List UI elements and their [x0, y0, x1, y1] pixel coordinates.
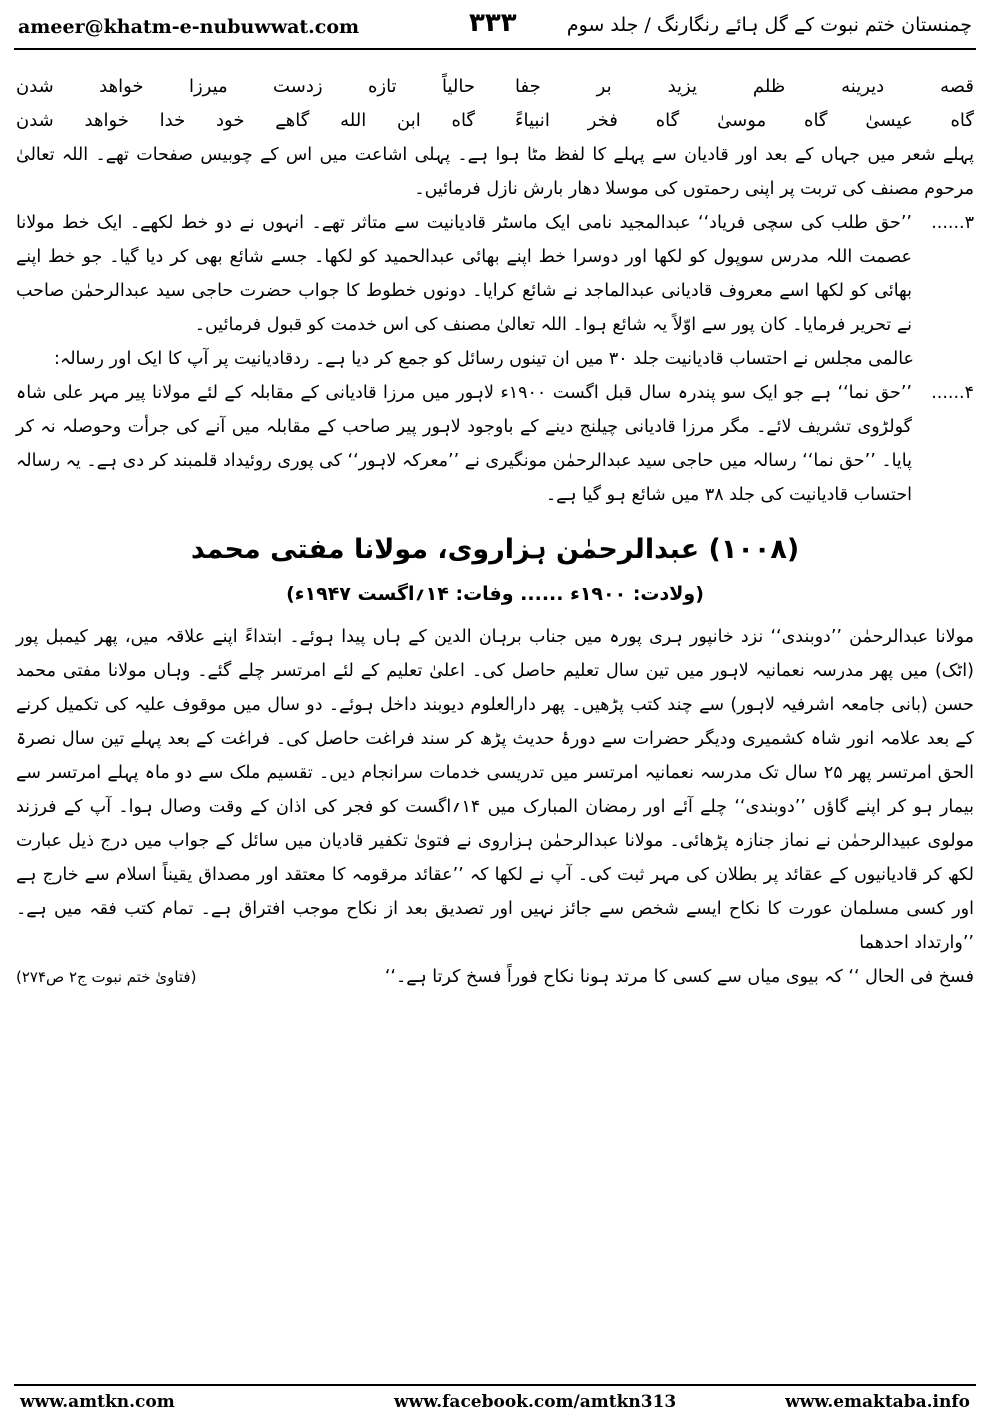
- item-3: [16, 206, 974, 342]
- poem-line-2-left: گاه ابن الله گاهے خود خدا خواهد شدن: [16, 110, 475, 131]
- paragraph-poem-note: پہلے شعر میں جہاں کے بعد اور قادیان سے پہلے کا لفظ مٹا ہوا ہے۔ پہلی اشاعت میں اس کے چوبیس صفحات تھے۔ اللہ تعالیٰ مرحوم مصنف کی تربت پر اپنی رحمتوں کی موسلا دھار بارش نازل فرمائیں۔: [16, 145, 974, 199]
- closing-quote: فسخ فی الحال ‘‘ کہ بیوی میاں سے کسی کا مرتد ہونا نکاح فوراً فسخ کرتا ہے۔‘‘: [384, 967, 974, 987]
- item-3-number: ۳......: [931, 213, 974, 233]
- book-title: چمنستان ختم نبوت کے گل ہائے رنگارنگ / جلد سوم: [566, 14, 972, 36]
- item-4-number: ۴......: [931, 383, 974, 403]
- biography-paragraph: مولانا عبدالرحمٰن ’’دوبندی‘‘ نزد خانپور ہری پورہ میں جناب برہان الدین کے ہاں پیدا ہوئے۔ ابتداءً اپنے علاقہ میں، پھر کیمبل پور (اٹک) میں پھر مدرسہ نعمانیہ لاہور میں تین سال تعلیم حاصل کی۔ اعلیٰ تعلیم کے لئے امرتسر چلے گئے۔ وہاں مولانا مفتی محمد حسن (بانی جامعہ اشرفیہ لاہور) سے چند کتب پڑھیں۔ پھر دارالعلوم دیوبند داخل ہوئے۔ دو سال میں موقوف علیہ کی تکمیل کرنے کے بعد علامہ انور شاہ کشمیری ودیگر حضرات سے دورۂ حدیث پڑھ کر سند فراغت حاصل کی۔ فراغت کے بعد پہلے تین سال نصرۃ الحق امرتسر پھر ۲۵ سال تک مدرسہ نعمانیہ امرتسر میں تدریسی خدمات سرانجام دیں۔ تقسیم ملک سے دو ماہ پہلے امرتسر سے بیمار ہو کر اپنے گاؤں ’’دوبندی‘‘ چلے آئے اور رمضان المبارک میں ۱۴؍اگست کو فجر کی اذان کے وقت وصال ہوا۔ آپ کے فرزند مولوی عبیدالرحمٰن نے نماز جنازہ پڑھائی۔ مولانا عبدالرحمٰن ہزاروی نے فتویٰ تکفیر قادیان میں سائل کے جواب میں درج ذیل عبارت لکھ کر قادیانیوں کے عقائد پر بطلان کی مہر ثبت کی۔ آپ نے لکھا کہ ’’عقائد مرقومہ کا معتقد اور مصداق یقیناً اسلام سے خارج ہے اور کسی مسلمان عورت کا نکاح ایسے شخص سے جائز نہیں اور تصدیق بعد از نکاح موجب افتراق ہے۔ تمام کتب فقہ میں ہے۔ ’’وارتداد احدھما: [16, 627, 974, 953]
- persian-poem: [16, 70, 974, 138]
- poem-line-1-left: حالیاً تازه زدست میرزا خواهد شدن: [16, 76, 475, 97]
- item-3-text: ’’حق طلب کی سچی فریاد‘‘ عبدالمجید نامی ایک ماسٹر قادیانیت سے متاثر تھے۔ انہوں نے دو خط لکھے۔ ایک خط مولانا عصمت اللہ مدرس سوپول کو لکھا اور دوسرا خط اپنے بھائی عبدالحمید کو لکھا۔ جسے شائع بھی کر دیا گیا۔ جو خط اپنے بھائی کو لکھا اسے معروف قادیانی عبدالماجد نے شائع کرایا۔ دونوں خطوط کا جواب حضرت حاجی سید عبدالرحمٰن صاحب نے تحریر فرمایا۔ کان پور سے اوّلاً یہ شائع ہوا۔ اللہ تعالیٰ مصنف کی اس خدمت کو قبول فرمائیں۔: [16, 213, 912, 335]
- reference-citation: (فتاویٰ ختم نبوت ج۲ ص۲۷۴): [16, 968, 197, 986]
- closing-line: [16, 960, 974, 994]
- section-heading: (۱۰۰۸) عبدالرحمٰن ہزاروی، مولانا مفتی محمد: [190, 534, 800, 565]
- paragraph-majlis: عالمی مجلس نے احتساب قادیانیت جلد ۳۰ میں ان تینوں رسائل کو جمع کر دیا ہے۔ ردقادیانیت پر آپ کا ایک اور رسالہ:: [54, 349, 914, 369]
- page-number: ۳۳۳: [469, 8, 517, 38]
- footer-link-amtkn[interactable]: www.amtkn.com: [20, 1392, 175, 1412]
- page-header: [14, 8, 976, 50]
- poem-line-1-right: قصه دیرینه ظلم یزید بر جفا: [515, 76, 974, 97]
- page-content: [16, 70, 974, 1360]
- footer-link-facebook[interactable]: www.facebook.com/amtkn313: [394, 1392, 677, 1412]
- header-email[interactable]: ameer@khatm-e-nubuwwat.com: [18, 16, 360, 38]
- footer-link-emaktaba[interactable]: www.emaktaba.info: [785, 1392, 970, 1412]
- poem-line-2-right: گاه عیسیٰ گاه موسیٰ گاه فخر انبیاءً: [515, 110, 974, 131]
- item-4-text: ’’حق نما‘‘ ہے جو ایک سو پندرہ سال قبل اگست ۱۹۰۰ء لاہور میں مرزا قادیانی کے مقابلہ کے لئے مولانا پیر مہر علی شاہ گولڑوی تشریف لائے۔ مگر مرزا قادیانی چیلنج دینے کے باوجود لاہور پیر صاحب کے مقابلہ میں آنے کی جرأت وحوصلہ نہ کر پایا۔ ’’حق نما‘‘ رسالہ میں حاجی سید عبدالرحمٰن مونگیری نے ’’معرکہ لاہور‘‘ کی پوری روئیداد قلمبند کر دی ہے۔ یہ رسالہ احتساب قادیانیت کی جلد ۳۸ میں شائع ہو گیا ہے۔: [16, 383, 912, 505]
- page-footer: [14, 1384, 976, 1418]
- section-dates: (ولادت: ۱۹۰۰ء ...... وفات: ۱۴؍اگست ۱۹۴۷ء): [286, 583, 704, 605]
- item-4: [16, 376, 974, 512]
